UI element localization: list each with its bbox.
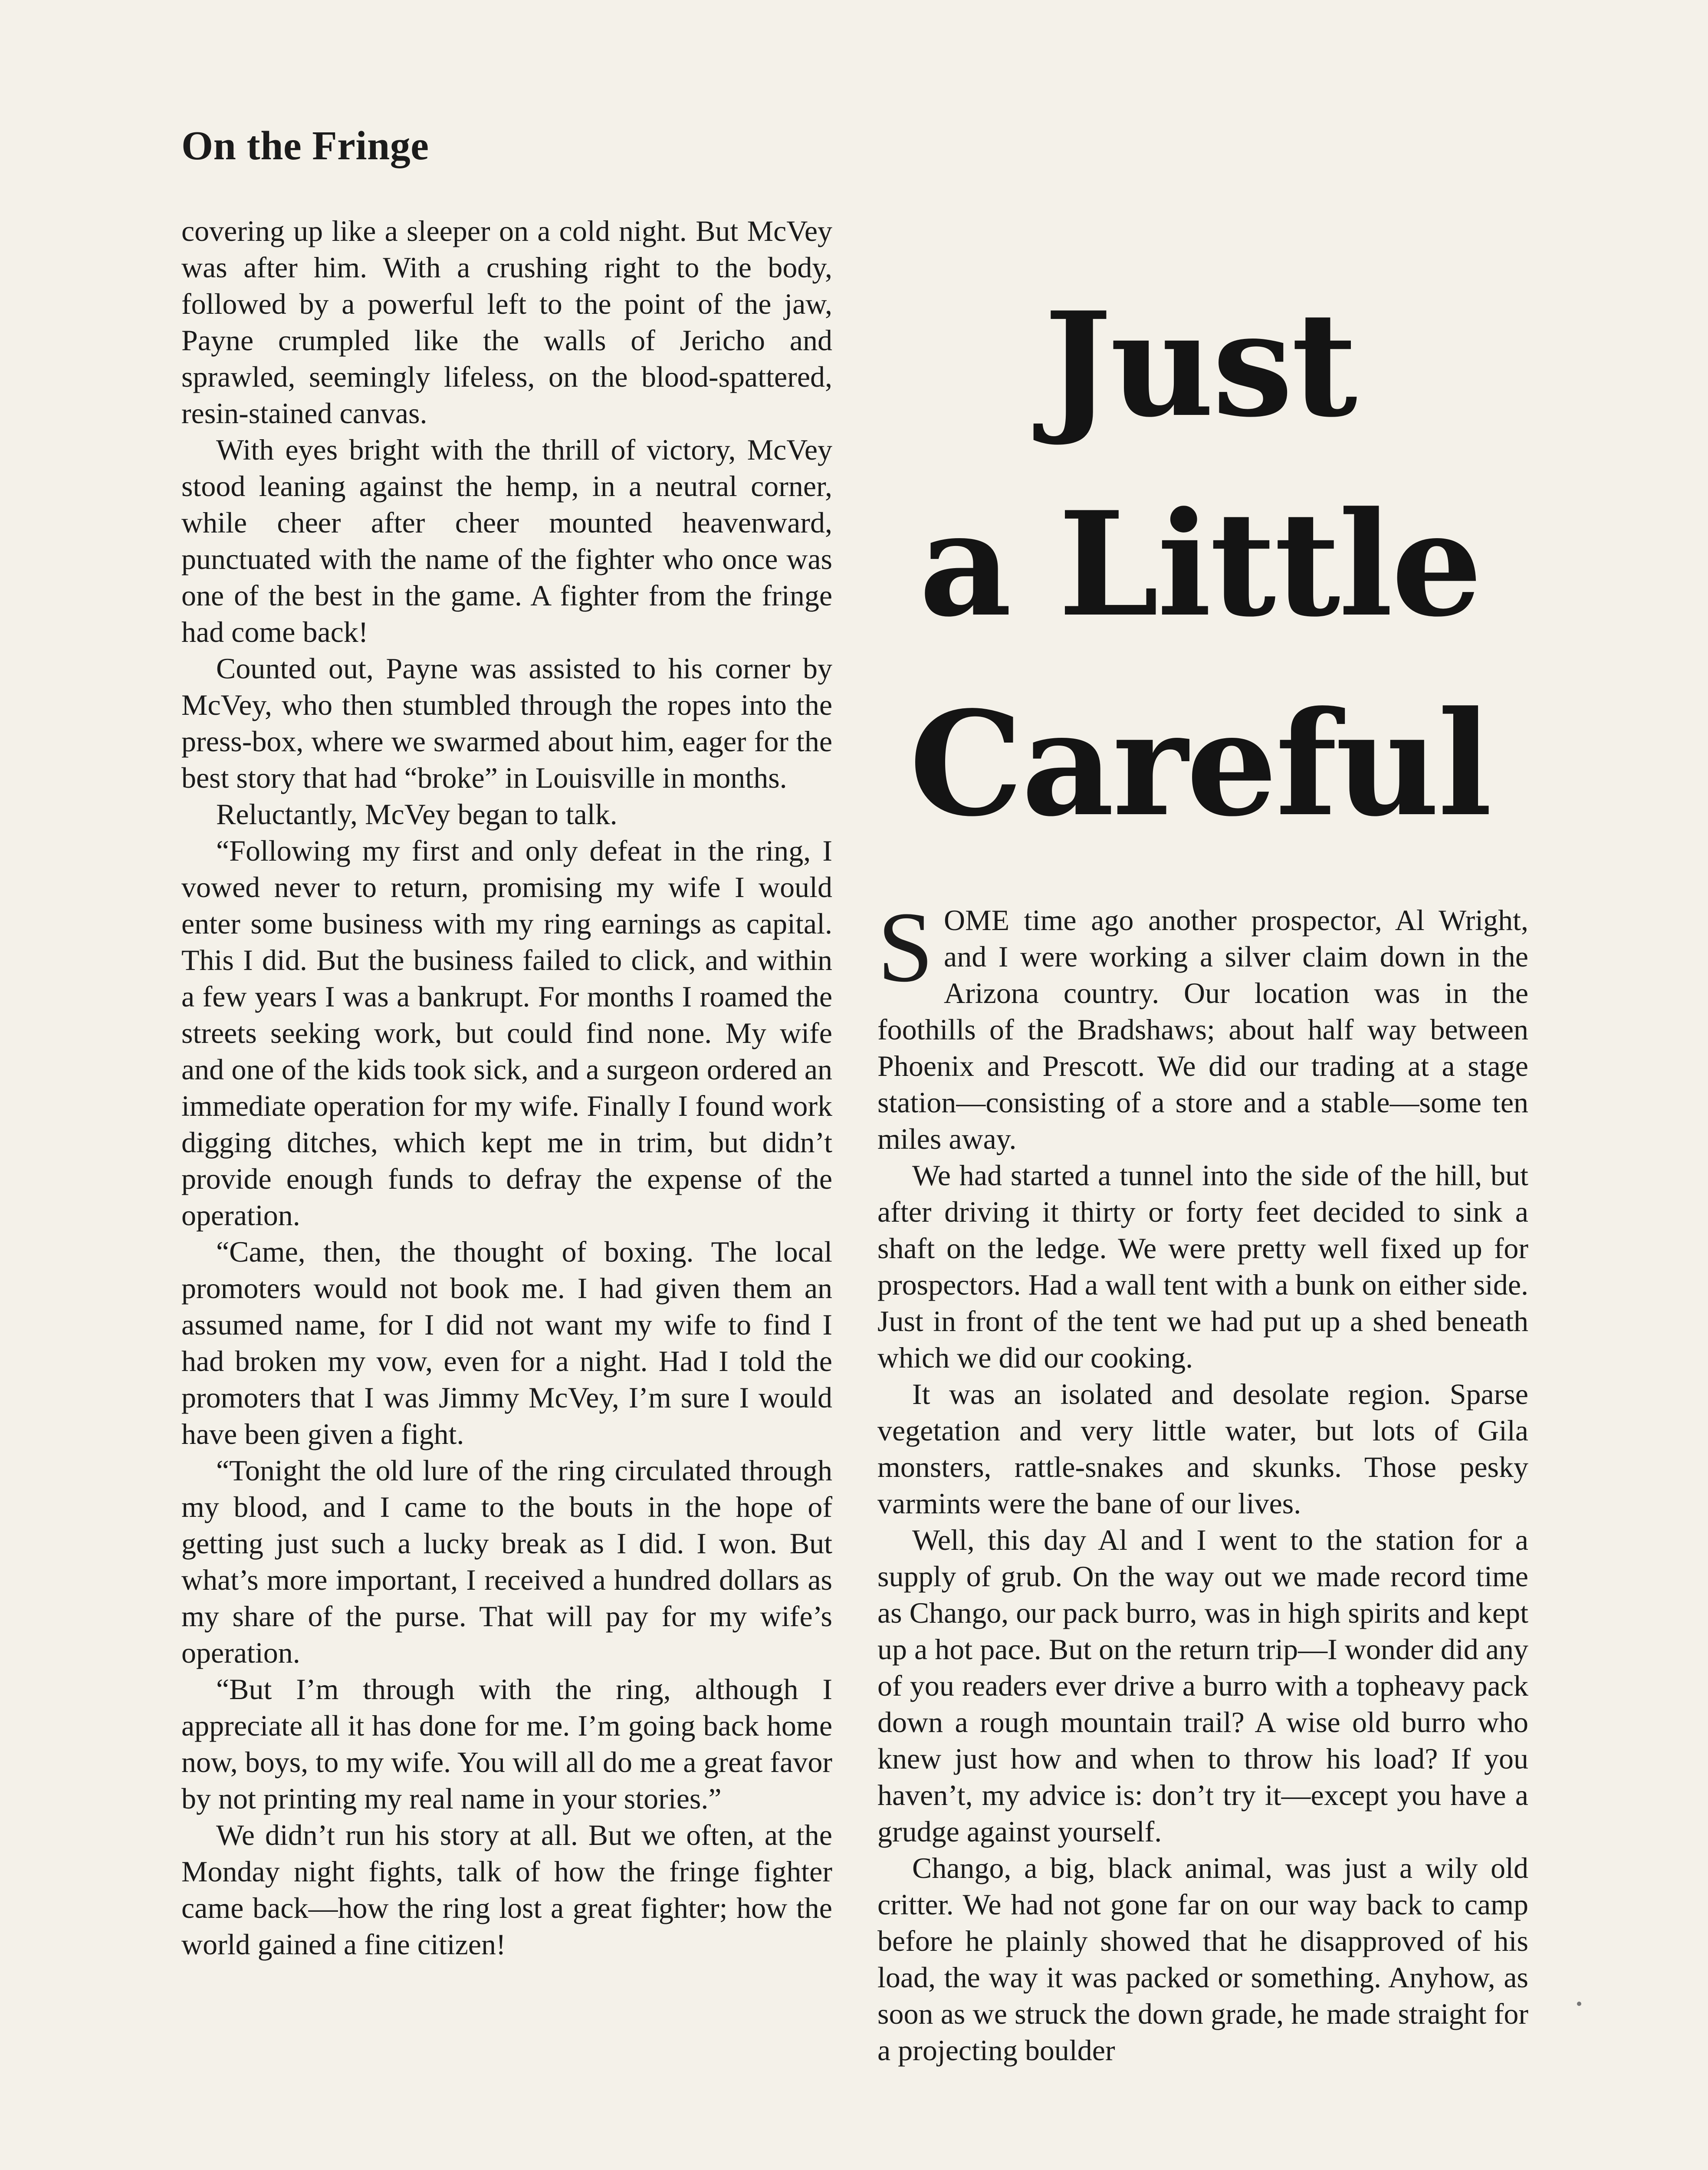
drop-cap: S (877, 891, 934, 1003)
title-line-3: Careful (909, 680, 1491, 848)
left-column (181, 213, 832, 1963)
left-paragraph-6: “Came, then, the thought of boxing. The local promoters would not book me. I had given them an assumed name, for I did not want my wife to find I had broken my vow, even for a night. Had I told the promoters that I was Jimmy McVey, I’m sure I would have been given a fight. (181, 1235, 832, 1450)
right-column (877, 891, 1528, 2068)
left-paragraph-1: covering up like a sleeper on a cold night. But McVey was after him. With a crushing right to the body, followed by a powerful left to the point of the jaw, Payne crumpled like the walls of Jericho and sprawled, seemingly lifeless, on the blood-spattered, resin-stained canvas. (181, 214, 832, 430)
right-paragraph-3: It was an isolated and desolate region. Sparse vegetation and very little water, but lots of Gila monsters, rattle-snakes and skunks. Those pesky varmints were the bane of our lives. (877, 1378, 1528, 1520)
right-paragraph-4: Well, this day Al and I went to the station for a supply of grub. On the way out we made record time as Chango, our pack burro, was in high spirits and kept up a hot pace. But on the return trip—I wonder did any of you readers ever drive a burro with a topheavy pack down a rough mountain trail? A wise old burro who knew just how and when to throw his load? If you haven’t, my advice is: don’t try it—except you have a grudge against yourself. (877, 1523, 1528, 1848)
title-line-2: a Little (919, 480, 1481, 648)
right-paragraph-2: We had started a tunnel into the side of the hill, but after driving it thirty or forty feet decided to sink a shaft on the ledge. We were pretty well fixed up for prospectors. Had a wall tent with a bunk on either side. Just in front of the tent we had put up a shed beneath which we did our cooking. (877, 1159, 1528, 1374)
right-paragraph-1-text: OME time ago another prospector, Al Wright, and I were working a silver claim down in the Arizona country. Our location was in the foothills of the Bradshaws; about half way between Phoenix and Prescott. We did our trading at a stage station—consisting of a store and a stable—some ten miles away. (877, 904, 1528, 1155)
left-paragraph-7: “Tonight the old lure of the ring circulated through my blood, and I came to the bouts in the hope of getting just such a lucky break as I did. I won. But what’s more important, I received a hundred dollars as my share of the purse. That will pay for my wife’s operation. (181, 1454, 832, 1669)
right-paragraph-5: Chango, a big, black animal, was just a wily old critter. We had not gone far on our way back to camp before he plainly showed that he disapproved of his load, the way it was packed or something. Anyhow, as soon as we struck the down grade, he made straight for a projecting boulder (877, 1851, 1528, 2067)
print-speck (1577, 2002, 1581, 2006)
left-paragraph-9: We didn’t run his story at all. But we often, at the Monday night fights, talk of how the fringe fighter came back—how the ring lost a great fighter; how the world gained a fine citizen! (181, 1818, 832, 1961)
running-head: On the Fringe (181, 123, 429, 168)
left-paragraph-4: Reluctantly, McVey began to talk. (216, 798, 618, 831)
left-paragraph-3: Counted out, Payne was assisted to his corner by McVey, who then stumbled through the ropes into the press-box, where we swarmed about him, eager for the best story that had “broke” in Louisville in months. (181, 652, 832, 794)
story-title (881, 265, 1519, 864)
left-paragraph-5: “Following my first and only defeat in the ring, I vowed never to return, promising my wife I would enter some business with my ring earnings as capital. This I did. But the business failed to click, and within a few years I was a bankrupt. For months I roamed the streets seeking work, but could find none. My wife and one of the kids took sick, and a surgeon ordered an immediate operation for my wife. Finally I found work digging ditches, which kept me in trim, but didn’t provide enough funds to defray the expense of the operation. (181, 834, 832, 1232)
left-paragraph-2: With eyes bright with the thrill of victory, McVey stood leaning against the hemp, in a neutral corner, while cheer after cheer mounted heavenward, punctuated with the name of the fighter who once was one of the best in the game. A fighter from the fringe had come back! (181, 433, 832, 648)
left-paragraph-8: “But I’m through with the ring, although I appreciate all it has done for me. I’m going back home now, boys, to my wife. You will all do me a great favor by not printing my real name in your stories.” (181, 1673, 832, 1815)
right-paragraph-1 (877, 891, 1528, 1157)
title-line-1: Just (1044, 280, 1356, 449)
